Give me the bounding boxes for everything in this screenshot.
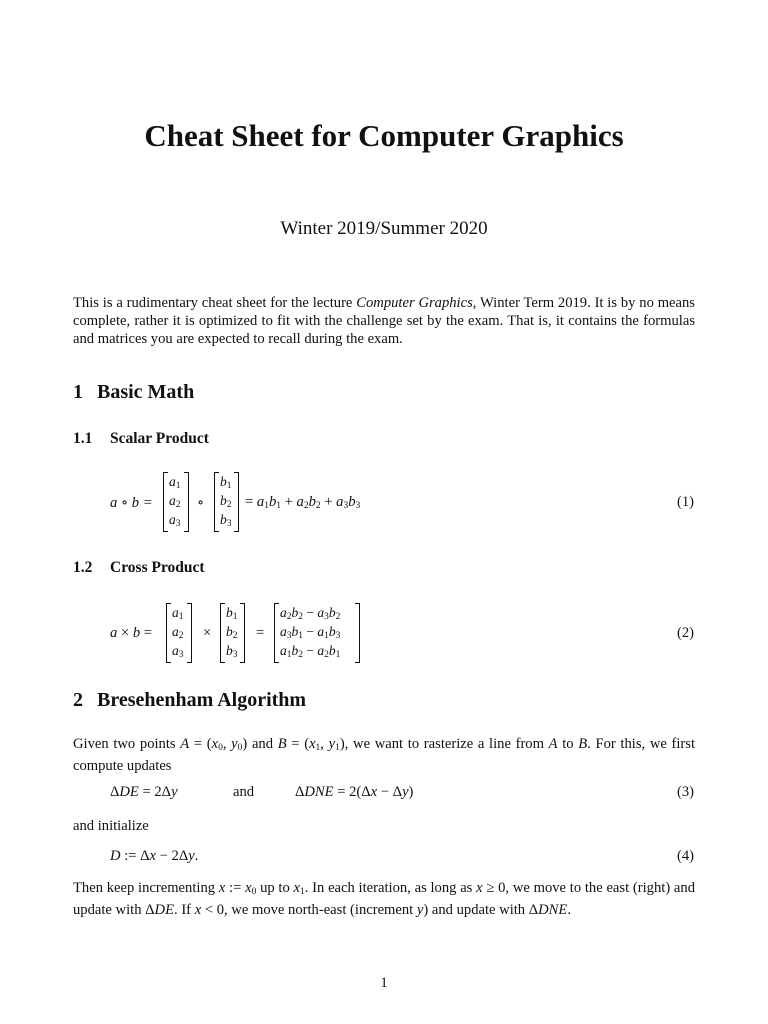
section-number: 1 — [73, 381, 83, 403]
eq2-lhs: a × b = — [110, 625, 153, 641]
text-segment: . In each iteration, as long as — [304, 880, 477, 896]
eq2-vector-b: $b_1$ $b_2$ $b_3$ — [220, 603, 245, 663]
text-segment: , we want to rasterize a line from — [344, 736, 549, 752]
subsection-title: Scalar Product — [110, 430, 209, 447]
intro-lecture-name: Computer Graphics — [356, 295, 473, 311]
text-segment: Given two points — [73, 736, 181, 752]
text-segment: up to — [256, 880, 294, 896]
text-segment: , we move north-east (increment — [224, 902, 417, 918]
text-segment: to — [557, 736, 579, 752]
section-title: Bresehenham Algorithm — [97, 689, 307, 711]
text-segment: . If — [174, 902, 195, 918]
text-segment: Then keep incrementing — [73, 880, 219, 896]
eq3-and: and — [233, 784, 255, 800]
section-heading-basic-math — [73, 381, 194, 404]
eq2-vector-a: $a_1$ $a_2$ $a_3$ — [166, 603, 192, 663]
document-title: Cheat Sheet for Computer Graphics — [144, 118, 624, 153]
bresenham-paragraph-1: Given two points $A = (x_0$, $y_0$) and $B = (x_1$, $y_1$), we want to rasterize a line from A to B. For this, we first compute updates — [73, 736, 696, 774]
subsection-heading-scalar-product — [73, 430, 209, 448]
text-segment: , we move to the east (right) and update with — [73, 880, 696, 918]
equation-initialize — [0, 848, 768, 868]
document-subtitle: Winter 2019/Summer 2020 — [280, 218, 488, 239]
eq4-body: D := Δx − 2Δy. — [110, 848, 199, 864]
equation-number-3: (3) — [676, 784, 694, 800]
eq1-vector-b: $b_1$ $b_2$ $b_3$ — [214, 472, 239, 532]
bresenham-paragraph-2: and initialize — [73, 818, 149, 834]
equation-updates — [0, 784, 768, 804]
eq1-lhs: a ∘ b = — [110, 495, 153, 511]
intro-text-before: This is a rudimentary cheat sheet for the lecture — [73, 295, 357, 311]
subsection-title: Cross Product — [110, 559, 205, 576]
page-number: 1 — [380, 975, 388, 991]
text-segment: ) and update with — [423, 902, 529, 918]
equation-cross-product: a × b = $a_1$ $a_2$ $a_3$ × $b_1$ $b_2$ $b_3$ = $a_2b_2 - a_3b_2$ $a_3b_1 - a_1b_3$ $a_1b_2 - a_2b_1$ (2) — [0, 603, 768, 665]
text-segment: . For this, we first compute updates — [73, 736, 696, 774]
eq1-vector-a: $a_1$ $a_2$ $a_3$ — [163, 472, 189, 532]
eq1-rhs: = $a_1b_1 + a_2b_2 + a_3b_3$ — [245, 494, 361, 511]
section-heading-bresenham — [73, 689, 306, 712]
text-segment: and — [247, 736, 278, 752]
eq2-result-vector: $a_2b_2 - a_3b_2$ $a_3b_1 - a_1b_3$ $a_1b_2 - a_2b_1$ — [274, 603, 360, 663]
intro-text-after: , Winter Term 2019. It is by no means complete, rather it is optimized to fit with the challenge set by the exam. That is, it contains the formulas and matrices you are expected to recall during the exam. — [73, 295, 695, 347]
intro-paragraph — [73, 294, 695, 348]
equation-scalar-product: a ∘ b = $a_1$ $a_2$ $a_3$ ∘ $b_1$ $b_2$ $b_3$ = $a_1b_1 + a_2b_2 + a_3b_3$ (1) — [0, 472, 768, 534]
subsection-number: 1.2 — [73, 559, 93, 576]
bresenham-paragraph-3: Then keep incrementing x := $x_0$ up to $x_1$. In each iteration, as long as x ≥ 0, we move to the east (right) and update with ΔDE. If x < 0, we move north-east (increment y) and update with ΔDNE. — [73, 880, 696, 918]
subsection-heading-cross-product — [73, 559, 205, 577]
section-number: 2 — [73, 689, 83, 711]
section-title: Basic Math — [97, 381, 195, 403]
equation-number-4: (4) — [676, 848, 694, 864]
eq3-delta-de: ΔDE = 2Δy — [110, 784, 178, 800]
equation-number-1: (1) — [676, 494, 694, 510]
eq3-delta-dne: ΔDNE = 2(Δx − Δy) — [295, 784, 414, 800]
equation-number-2: (2) — [676, 625, 694, 641]
subsection-number: 1.1 — [73, 430, 93, 447]
